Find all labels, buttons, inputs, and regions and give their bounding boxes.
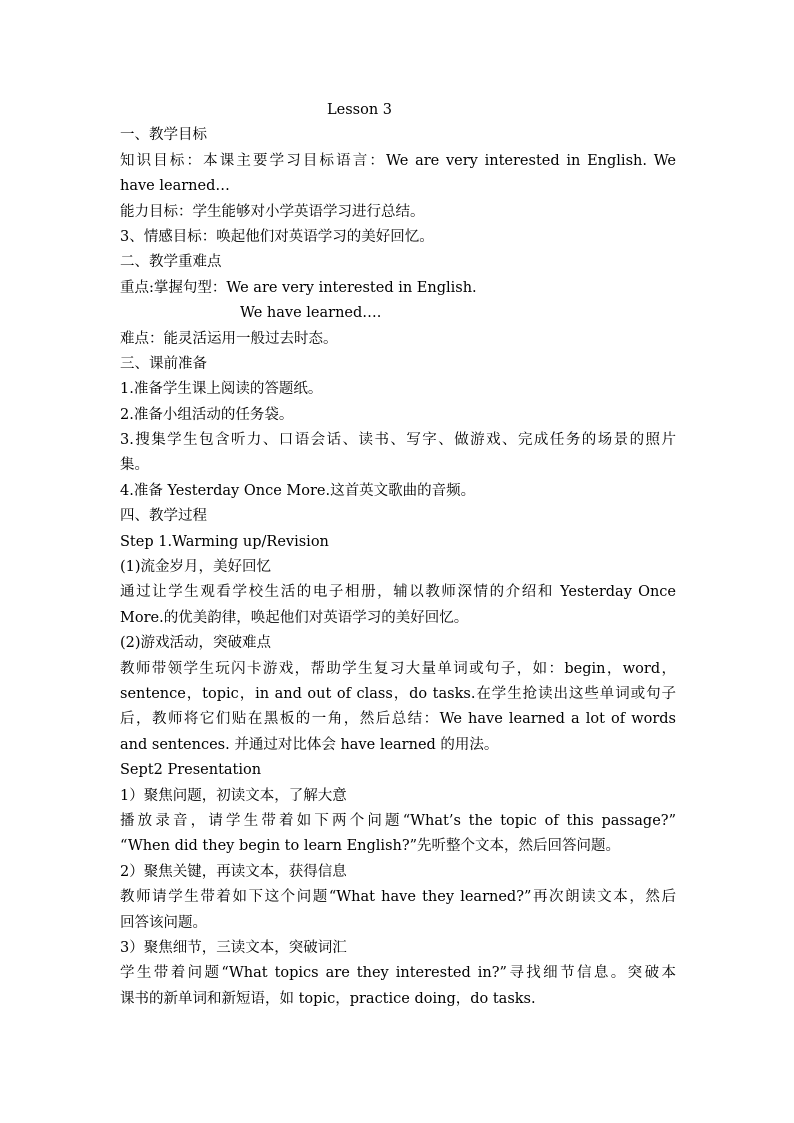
- paragraph-line: 能力目标：学生能够对小学英语学习进行总结。: [120, 203, 425, 220]
- paragraph-line: sentence，topic，in and out of class，do tasks.在学生抢读出这些单词或句子: [120, 685, 676, 702]
- sub-heading: (2)游戏活动，突破难点: [120, 635, 272, 652]
- section-heading-objectives: 一、教学目标: [120, 127, 207, 144]
- paragraph-line: “When did they begin to learn English?”先听整个文本，然后回答问题。: [120, 838, 621, 855]
- paragraph-line: 重点:掌握句型：We are very interested in English.: [120, 279, 477, 296]
- paragraph-line: 知识目标：本课主要学习目标语言：We are very interested in English. We: [120, 152, 676, 169]
- sub-heading: 2）聚焦关键，再读文本，获得信息: [120, 863, 347, 880]
- list-item: 3.搜集学生包含听力、口语会话、读书、写字、做游戏、完成任务的场景的照片: [120, 432, 676, 449]
- paragraph-line: 播放录音，请学生带着如下两个问题“What’s the topic of this passage?”: [120, 812, 676, 829]
- paragraph-line: have learned…: [120, 178, 230, 195]
- sub-heading: 3）聚焦细节，三读文本，突破词汇: [120, 939, 347, 956]
- paragraph-line: 课书的新单词和新短语，如 topic，practice doing，do tasks.: [120, 990, 536, 1007]
- section-heading-process: 四、教学过程: [120, 508, 207, 525]
- paragraph-line: 教师带领学生玩闪卡游戏，帮助学生复习大量单词或句子，如：begin，word，: [120, 660, 676, 677]
- document-title: Lesson 3: [327, 102, 392, 118]
- sub-heading: (1)流金岁月，美好回忆: [120, 559, 272, 576]
- paragraph-line: More.的优美韵律，唤起他们对英语学习的美好回忆。: [120, 609, 469, 626]
- paragraph-line: 3、情感目标：唤起他们对英语学习的美好回忆。: [120, 228, 434, 245]
- document-body: [120, 98, 676, 1012]
- section-heading-key-points: 二、教学重难点: [120, 254, 222, 271]
- paragraph-line: 后，教师将它们贴在黑板的一角，然后总结：We have learned a lot of words: [120, 711, 676, 728]
- paragraph-line: We have learned….: [240, 305, 382, 322]
- sub-heading: 1）聚焦问题，初读文本，了解大意: [120, 787, 347, 804]
- list-item: 4.准备 Yesterday Once More.这首英文歌曲的音频。: [120, 482, 476, 499]
- step-heading: Sept2 Presentation: [120, 762, 262, 779]
- paragraph-line: 学生带着问题“What topics are they interested in?”寻找细节信息。突破本: [120, 965, 676, 982]
- list-item: 2.准备小组活动的任务袋。: [120, 406, 294, 423]
- list-item: 1.准备学生课上阅读的答题纸。: [120, 381, 323, 398]
- paragraph-line: and sentences. 并通过对比体会 have learned 的用法。: [120, 736, 499, 753]
- section-heading-preparation: 三、课前准备: [120, 355, 207, 372]
- list-item-continuation: 集。: [120, 457, 149, 474]
- paragraph-line: 回答该问题。: [120, 914, 207, 931]
- paragraph-line: 难点：能灵活运用一般过去时态。: [120, 330, 338, 347]
- paragraph-line: 通过让学生观看学校生活的电子相册，辅以教师深情的介绍和 Yesterday Once: [120, 584, 676, 601]
- paragraph-line: 教师请学生带着如下这个问题“What have they learned?”再次朗读文本，然后: [120, 889, 676, 906]
- step-heading: Step 1.Warming up/Revision: [120, 533, 329, 550]
